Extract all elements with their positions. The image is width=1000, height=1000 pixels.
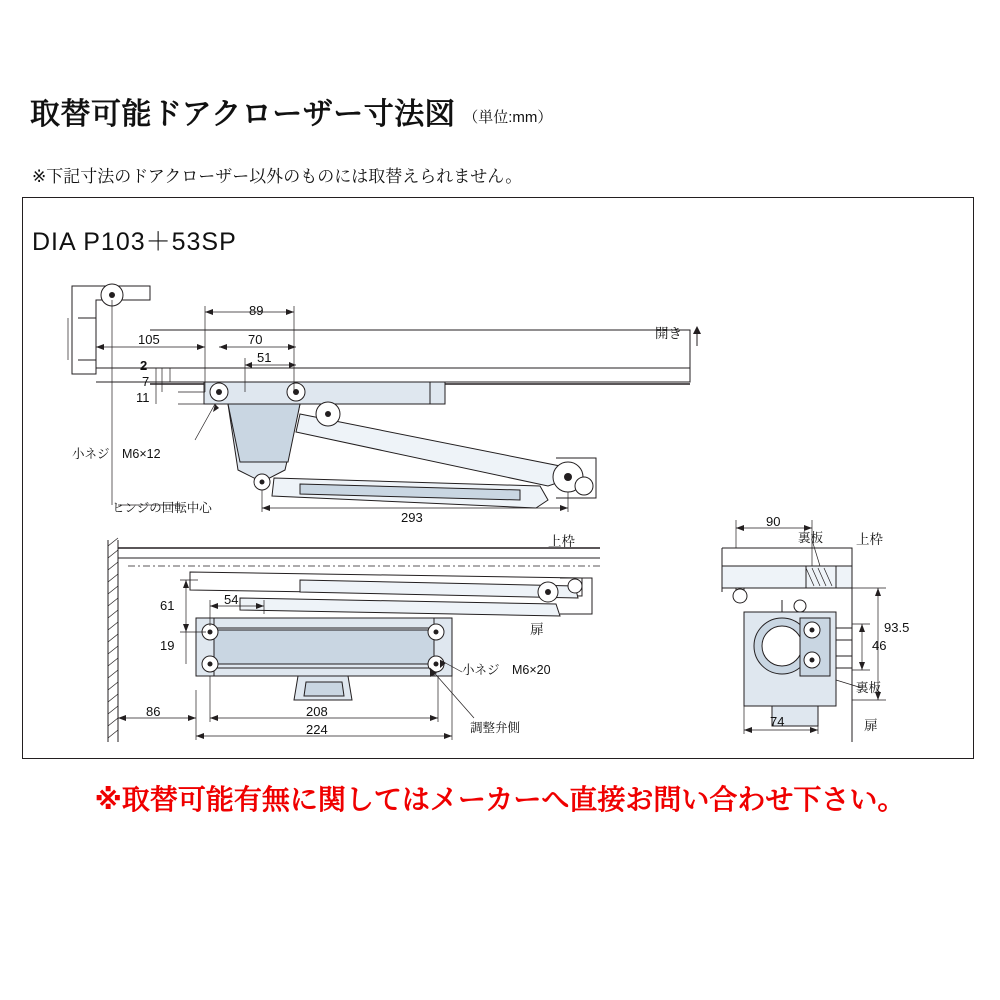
dim-19: 19 xyxy=(160,638,175,653)
dim-93-5: 93.5 xyxy=(884,620,910,635)
label-door-section: 扉 xyxy=(864,718,878,733)
label-top-frame: 上枠 xyxy=(548,534,575,549)
dim-46: 46 xyxy=(872,638,887,653)
dim-86: 86 xyxy=(146,704,161,719)
dim-7: 7 xyxy=(142,374,150,389)
dim-61: 61 xyxy=(160,598,175,613)
dim-89: 89 xyxy=(249,303,264,318)
page-subtitle: ※下記寸法のドアクローザー以外のものには取替えられません。 xyxy=(32,167,523,186)
label-small-screw-m6x20: 小ネジ M6×20 xyxy=(462,663,551,677)
label-adjust-valve-side: 調整弁側 xyxy=(470,721,521,735)
dim-208: 208 xyxy=(306,704,328,719)
dim-74: 74 xyxy=(770,714,785,729)
label-small-screw-m6x12: 小ネジ M6×12 xyxy=(72,447,161,461)
dim-105: 105 xyxy=(138,332,160,347)
label-hinge-rotation-center: ヒンジの回転中心 xyxy=(112,501,212,515)
dim-11: 11 xyxy=(136,390,150,405)
dim-54: 54 xyxy=(224,592,239,607)
dim-224: 224 xyxy=(306,722,328,737)
label-opening-direction: 開き xyxy=(655,326,682,341)
label-backing-plate-top: 裏板 xyxy=(798,531,824,545)
dim-70: 70 xyxy=(248,332,263,347)
label-door: 扉 xyxy=(530,622,544,637)
label-backing-plate-bottom: 裏板 xyxy=(856,681,882,695)
dim-293: 293 xyxy=(401,510,423,525)
page-title-text: 取替可能ドアクローザー寸法図 xyxy=(30,98,456,131)
footer-warning: ※取替可能有無に関してはメーカーへ直接お問い合わせ下さい。 xyxy=(94,784,906,815)
dim-90: 90 xyxy=(766,514,781,529)
label-top-frame-section: 上枠 xyxy=(856,532,883,547)
dim-51: 51 xyxy=(257,350,272,365)
dim-2: 2 xyxy=(140,358,148,373)
model-label: DIA P103＋53SP xyxy=(32,228,237,256)
unit-note: （単位:mm） xyxy=(463,109,553,126)
